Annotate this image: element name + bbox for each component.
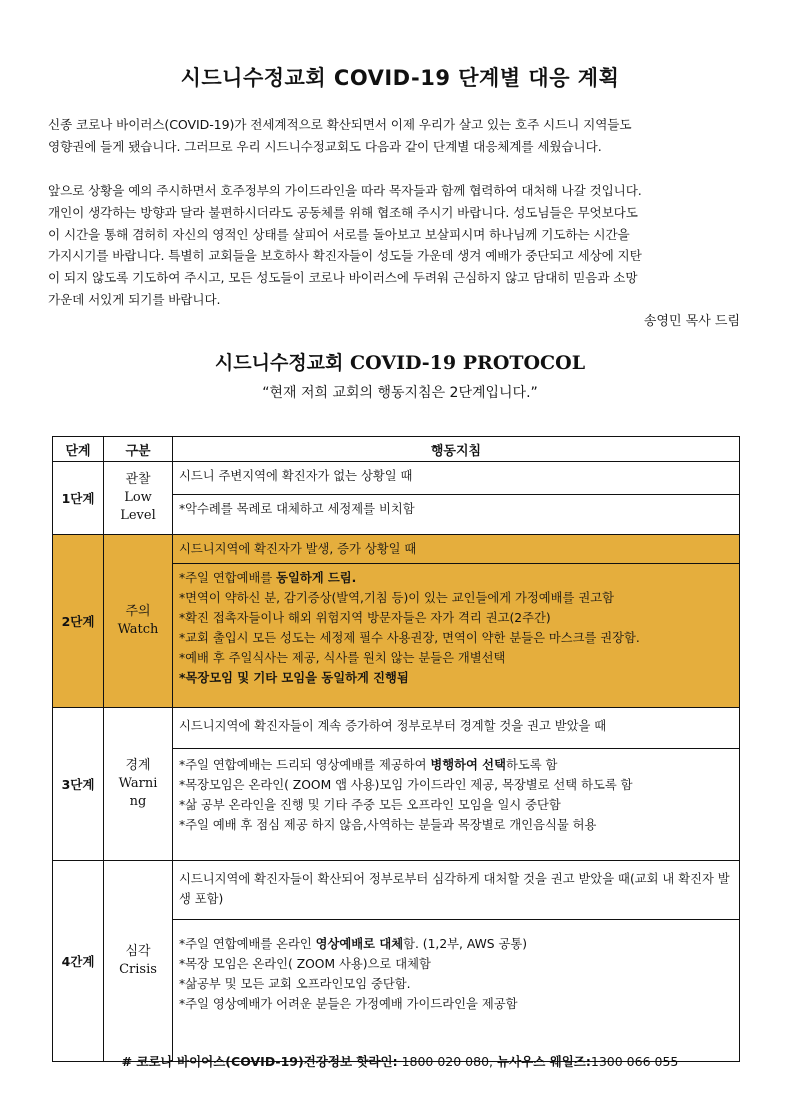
action-emphasis: 동일하게 드림. xyxy=(276,571,357,585)
action-item: *주일 예배 후 점심 제공 하지 않음,사역하는 분들과 목장별로 개인음식물 허용 xyxy=(179,818,597,832)
document-title: 시드니수정교회 COVID-19 단계별 대응 계획 xyxy=(180,66,620,90)
hotline-number: 1800 020 080, xyxy=(397,1054,497,1069)
body-line: 이 시간을 통해 겸허히 자신의 영적인 상태를 살피어 서로를 돌아보고 보살피시며 하나님께 기도하는 시간을 xyxy=(48,226,630,242)
body-line: 가운데 서있게 되기를 바랍니다. xyxy=(48,291,221,307)
category-en: Crisis xyxy=(119,962,157,977)
action-item: *목장모임은 온라인( ZOOM 앱 사용)모임 가이드라인 제공, 목장별로 선택 하도록 함 xyxy=(179,778,633,792)
table-row-stage-3 xyxy=(53,708,740,861)
stage-3-actions xyxy=(173,708,740,861)
stage-2-actions xyxy=(173,535,740,708)
table-row-stage-1 xyxy=(53,462,740,535)
condition-text: 시드니지역에 확진자들이 확산되어 정부로부터 심각하게 대처할 것을 권고 받았을 때(교회 내 확진자 발생 포함) xyxy=(179,872,730,906)
category-en: Level xyxy=(120,508,156,523)
condition-text: 시드니 주변지역에 확진자가 없는 상황일 때 xyxy=(179,469,413,483)
condition-text: 시드니지역에 확진자들이 계속 증가하여 정부로부터 경계할 것을 권고 받았을 때 xyxy=(179,719,607,733)
category-en: ng xyxy=(129,794,147,809)
stage-4-actions xyxy=(173,861,740,1062)
body-line: 앞으로 상황을 예의 주시하면서 호주정부의 가이드라인을 따라 목자들과 함께 협력하여 대처해 나갈 것입니다. xyxy=(48,183,642,198)
stage-2-action-list xyxy=(173,564,739,692)
protocol-title: 시드니수정교회 COVID-19 PROTOCOL xyxy=(214,352,586,374)
current-stage-note: “현재 저희 교회의 행동지침은 2단계입니다.” xyxy=(262,385,538,401)
action-item xyxy=(179,668,733,688)
action-item: *면역이 약하신 분, 감기증상(발역,기침 등)이 있는 교인들에게 가정예배를 권고함 xyxy=(179,591,614,605)
action-item: *교회 출입시 모든 성도는 세정제 필수 사용권장, 면역이 약한 분들은 마스크를 권장함. xyxy=(179,631,640,645)
action-item xyxy=(179,934,733,954)
stage-1-action-list xyxy=(173,495,739,527)
action-emphasis: 병행하여 선택 xyxy=(430,758,506,772)
category-ko: 주의 xyxy=(125,604,151,619)
stage-4-condition xyxy=(173,861,739,920)
stage-2-category xyxy=(104,535,173,708)
nsw-label: 뉴사우스 웨일즈: xyxy=(497,1054,591,1069)
action-item xyxy=(179,568,733,588)
stage-4-label: 4간계 xyxy=(53,861,104,1062)
stage-3-action-list xyxy=(173,749,739,839)
category-en: Low xyxy=(124,490,152,505)
action-text: 하도록 함 xyxy=(505,758,558,772)
body-line: 개인이 생각하는 방향과 달라 불편하시더라도 공동체를 위해 협조해 주시기 바랍니다. 성도님들은 무엇보다도 xyxy=(48,204,638,220)
intro-line: 신종 코로나 바이러스(COVID-19)가 전세계적으로 확산되면서 이제 우리가 살고 있는 호주 시드니 지역들도 xyxy=(48,117,632,132)
table-header-row xyxy=(53,437,740,462)
stage-2-label: 2단계 xyxy=(53,535,104,708)
action-item: *목장 모임은 온라인( ZOOM 사용)으로 대체함 xyxy=(179,957,431,971)
condition-text: 시드니지역에 확진자가 발생, 증가 상황일 때 xyxy=(179,542,417,556)
action-item: *삶 공부 온라인을 진행 및 기타 주중 모든 오프라인 모임을 일시 중단함 xyxy=(179,798,561,812)
protocol-table xyxy=(52,436,740,1062)
table-row-stage-4 xyxy=(53,861,740,1062)
body-paragraph xyxy=(48,180,752,311)
header-guidelines: 행동지침 xyxy=(173,437,740,462)
body-line: 가지시기를 바랍니다. 특별히 교회들을 보호하사 확진자들이 성도들 가운데 생겨 예배가 중단되고 세상에 지탄 xyxy=(48,248,642,264)
category-ko: 경계 xyxy=(125,758,151,773)
action-text: 함. (1,2부, AWS 공통) xyxy=(403,937,528,951)
action-item: *예배 후 주일식사는 제공, 식사를 원치 않는 분들은 개별선택 xyxy=(179,651,506,665)
intro-line: 영향권에 들게 됐습니다. 그러므로 우리 시드니수정교회도 다음과 같이 단계별 대응체계를 세웠습니다. xyxy=(48,138,602,154)
nsw-number: 1300 066 055 xyxy=(590,1054,679,1069)
hotline-label: # 코로나 바이어스(COVID-19)건강정보 핫라인: xyxy=(121,1054,398,1069)
intro-paragraph xyxy=(48,114,752,158)
action-item: *주일 영상예배가 어려운 분들은 가정예배 가이드라인을 제공함 xyxy=(179,997,518,1011)
action-text: *주일 연합예배를 온라인 xyxy=(179,937,316,951)
table-row-stage-2 xyxy=(53,535,740,708)
stage-4-category xyxy=(104,861,173,1062)
action-emphasis: *목장모임 및 기타 모임을 동일하게 진행됨 xyxy=(179,671,409,685)
action-text: *주일 연합예배를 xyxy=(179,571,277,585)
action-item: *악수례를 목례로 대체하고 세정제를 비치함 xyxy=(179,502,415,516)
action-item xyxy=(179,755,733,775)
stage-3-condition xyxy=(173,708,739,749)
category-ko: 관찰 xyxy=(125,472,151,487)
action-text: *주일 연합예배는 드리되 영상예배를 제공하여 xyxy=(179,758,431,772)
category-en: Warni xyxy=(118,776,158,791)
category-en: Watch xyxy=(117,622,159,637)
stage-1-category xyxy=(104,462,173,535)
action-emphasis: 영상예배로 대체 xyxy=(315,937,404,951)
action-item: *확진 접촉자들이나 해외 위험지역 방문자들은 자가 격리 권고(2주간) xyxy=(179,611,551,625)
stage-2-condition xyxy=(173,535,739,564)
stage-1-actions xyxy=(173,462,740,535)
signature: 송영민 목사 드림 xyxy=(643,314,740,329)
stage-4-action-list xyxy=(173,920,739,1018)
stage-3-label: 3단계 xyxy=(53,708,104,861)
stage-1-condition xyxy=(173,462,739,495)
body-line: 이 되지 않도록 기도하여 주시고, 모든 성도들이 코로나 바이러스에 두려워 근심하지 않고 담대히 믿음과 소망 xyxy=(48,270,638,286)
stage-3-category xyxy=(104,708,173,861)
category-ko: 심각 xyxy=(125,944,151,959)
hotline-footer xyxy=(0,1052,800,1070)
header-category: 구분 xyxy=(104,437,173,462)
stage-1-label: 1단계 xyxy=(53,462,104,535)
action-item: *삶공부 및 모든 교회 오프라인모임 중단함. xyxy=(179,977,411,991)
header-stage: 단계 xyxy=(53,437,104,462)
